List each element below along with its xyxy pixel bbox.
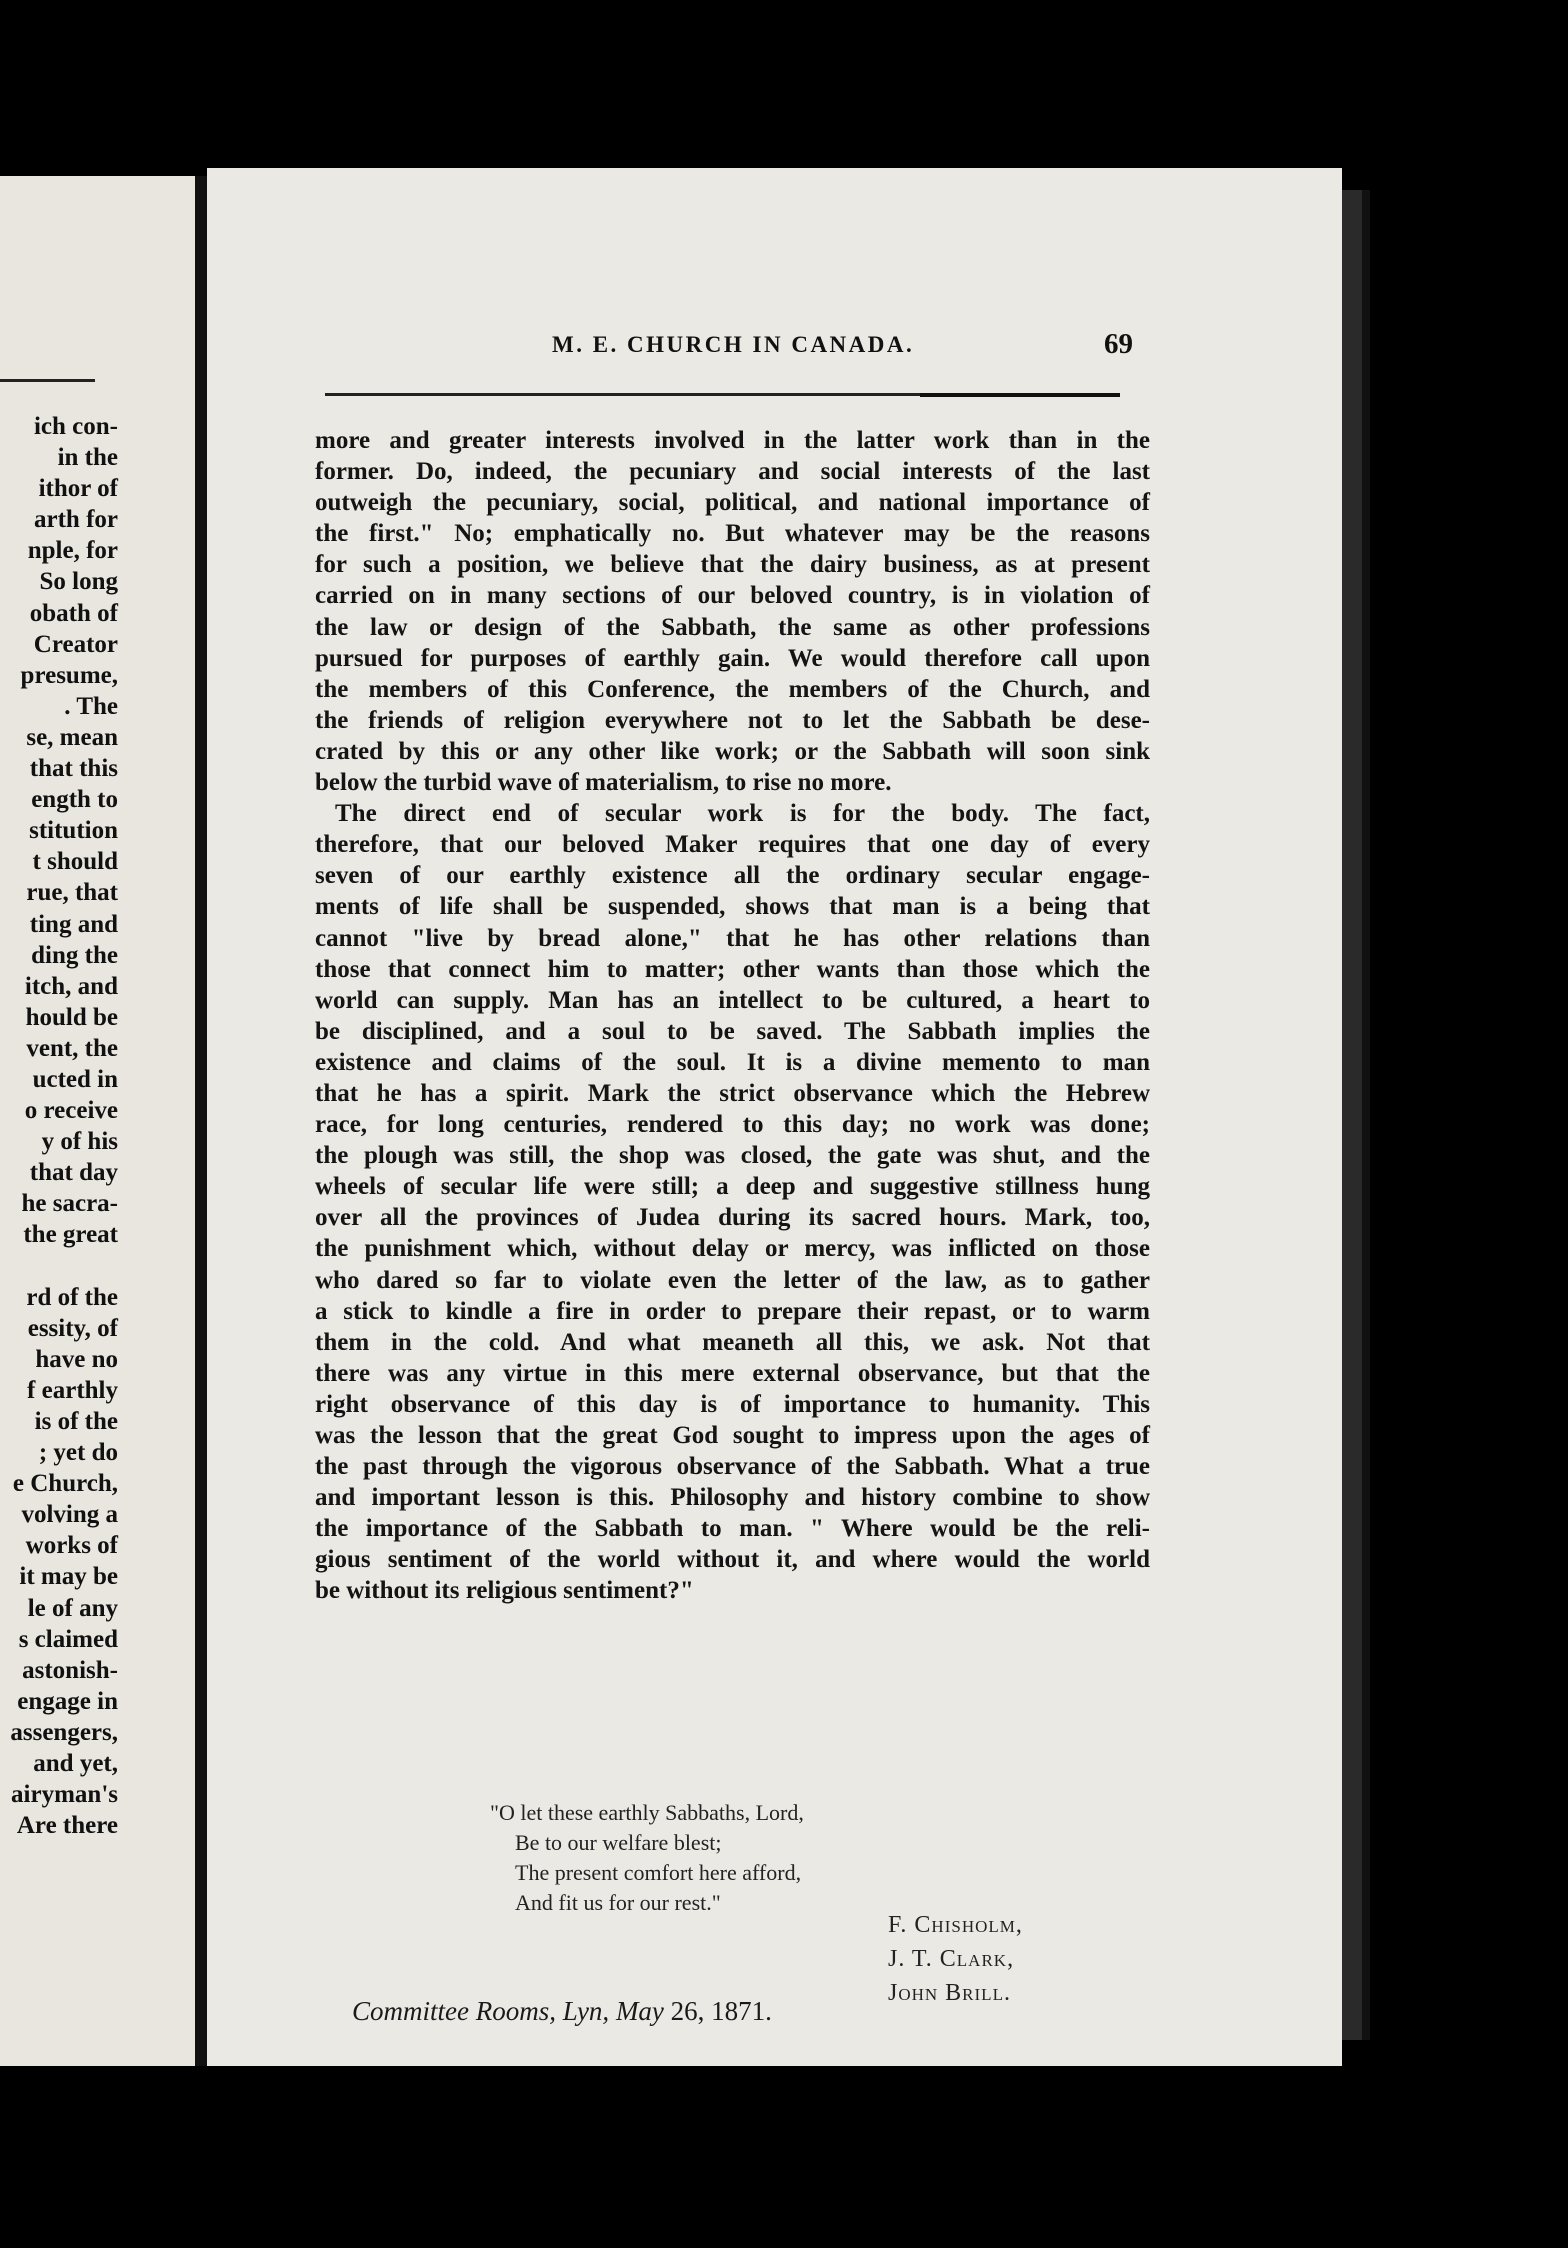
poem-line: "O let these earthly Sabbaths, Lord,: [490, 1800, 804, 1825]
text-line: right observance of this day is of importance to humanity. This: [315, 1390, 1150, 1418]
text-line: the plough was still, the shop was closed, the gate was shut, and the: [315, 1142, 1150, 1170]
fragment-line: and yet,: [33, 1750, 118, 1778]
text-line: the importance of the Sabbath to man. " Where would be the reli-: [315, 1515, 1150, 1543]
text-line: wheels of secular life were still; a deep and suggestive stillness hung: [315, 1173, 1150, 1201]
previous-page-text-fragments: [0, 411, 118, 1841]
header-rule-accent: [920, 393, 1120, 397]
fragment-line: . The: [64, 692, 118, 720]
text-line: crated by this or any other like work; or the Sabbath will soon sink: [315, 737, 1150, 765]
fragment-line: s claimed: [18, 1625, 118, 1653]
fragment-line: ucted in: [32, 1065, 118, 1093]
fragment-line: Creator: [33, 630, 118, 658]
fragment-line: rd of the: [26, 1283, 118, 1311]
text-line: the punishment which, without delay or mercy, was inflicted on those: [315, 1235, 1150, 1263]
book-gutter: [195, 176, 207, 2066]
fragment-line: in the: [57, 444, 118, 472]
fragment-line: ithor of: [38, 475, 118, 503]
text-line: pursued for purposes of earthly gain. We would therefore call upon: [315, 644, 1150, 672]
fragment-line: essity, of: [27, 1314, 118, 1342]
fragment-line: ding the: [31, 941, 118, 969]
text-line: there was any virtue in this mere external observance, but that the: [315, 1359, 1150, 1387]
text-line: them in the cold. And what meaneth all this, we ask. Not that: [315, 1328, 1150, 1356]
fragment-line: stitution: [29, 817, 118, 845]
poem-line: The present comfort here afford,: [515, 1860, 802, 1885]
dateline-month: May: [615, 1996, 664, 2026]
fragment-line: ich con-: [33, 413, 118, 440]
poem-line: Be to our welfare blest;: [515, 1830, 722, 1855]
fragment-line: assengers,: [10, 1718, 118, 1746]
fragment-gap: [0, 1251, 118, 1282]
text-line: the law or design of the Sabbath, the same as other professions: [315, 613, 1150, 641]
text-line: outweigh the pecuniary, social, political, and national importance of: [315, 489, 1150, 517]
fragment-line: astonish-: [22, 1656, 118, 1684]
text-line: the members of this Conference, the members of the Church, and: [315, 675, 1150, 703]
fragment-line: o receive: [24, 1097, 118, 1125]
paragraph-end-line: be without its religious sentiment?": [315, 1577, 694, 1605]
paragraph-end-line: below the turbid wave of materialism, to rise no more.: [315, 769, 892, 797]
signatory: F. Chisholm,: [888, 1912, 1023, 1938]
fragment-line: hould be: [25, 1003, 118, 1031]
fragment-line: ength to: [31, 786, 118, 814]
fragment-line: se, mean: [26, 723, 118, 751]
text-line: those that connect him to matter; other wants than those which the: [315, 955, 1150, 983]
text-line: the first." No; emphatically no. But whatever may be the reasons: [315, 520, 1150, 548]
signatory: John Brill.: [888, 1980, 1011, 2006]
fragment-line: ting and: [29, 910, 118, 938]
fragment-line: f earthly: [27, 1376, 118, 1404]
text-line: race, for long centuries, rendered to this day; no work was done;: [315, 1111, 1150, 1139]
fragment-line: itch, and: [24, 972, 118, 1000]
body-text: [315, 425, 1150, 1607]
previous-page-strip: [0, 176, 195, 2066]
fragment-line: So long: [39, 568, 118, 596]
fragment-line: ; yet do: [38, 1439, 118, 1467]
fragment-line: Are there: [16, 1812, 118, 1840]
page-edge: [1342, 190, 1362, 2040]
running-header: [207, 328, 1342, 368]
text-line: the past through the vigorous observance of the Sabbath. What a true: [315, 1453, 1150, 1481]
poem-line: And fit us for our rest.": [515, 1890, 721, 1915]
fragment-line: nple, for: [27, 537, 118, 565]
text-line: seven of our earthly existence all the ordinary secular engage-: [315, 862, 1150, 890]
page-edge-shadow: [1362, 190, 1370, 2040]
fragment-line: it may be: [19, 1563, 118, 1591]
fragment-line: vent, the: [26, 1034, 118, 1062]
dateline-town: Lyn,: [562, 1996, 610, 2026]
fragment-line: engage in: [17, 1687, 118, 1715]
fragment-line: works of: [25, 1532, 118, 1560]
dateline-date: 26, 1871.: [670, 1996, 772, 2026]
fragment-line: y of his: [41, 1128, 118, 1156]
text-line: that he has a spirit. Mark the strict observance which the Hebrew: [315, 1079, 1150, 1107]
previous-page-header-rule: [0, 379, 95, 382]
signatory: J. T. Clark,: [888, 1946, 1015, 1972]
text-line: gious sentiment of the world without it, and where would the world: [315, 1546, 1150, 1574]
running-title: M. E. CHURCH IN CANADA.: [552, 332, 915, 357]
fragment-line: t should: [32, 848, 118, 876]
fragment-line: have no: [35, 1345, 118, 1373]
dateline: [352, 1996, 772, 2027]
text-line: therefore, that our beloved Maker requires that one day of every: [315, 831, 1150, 859]
page-number: 69: [1104, 328, 1133, 360]
book-page: [207, 168, 1342, 2066]
fragment-line: that this: [29, 755, 118, 783]
text-line: world can supply. Man has an intellect to be cultured, a heart to: [315, 986, 1150, 1014]
text-line: existence and claims of the soul. It is a divine memento to man: [315, 1048, 1150, 1076]
text-line: be disciplined, and a soul to be saved. The Sabbath implies the: [315, 1017, 1150, 1045]
fragment-line: the great: [23, 1221, 118, 1249]
text-line: and important lesson is this. Philosophy and history combine to show: [315, 1484, 1150, 1512]
fragment-line: that day: [29, 1159, 118, 1187]
text-line: a stick to kindle a fire in order to prepare their repast, or to warm: [315, 1297, 1150, 1325]
fragment-line: he sacra-: [21, 1190, 118, 1218]
fragment-line: volving a: [21, 1501, 118, 1529]
fragment-line: le of any: [27, 1594, 118, 1622]
text-line: cannot "live by bread alone," that he has other relations than: [315, 924, 1150, 952]
fragment-line: arth for: [34, 506, 118, 534]
text-line: carried on in many sections of our beloved country, is in violation of: [315, 582, 1150, 610]
fragment-line: is of the: [34, 1408, 118, 1435]
hymn-quotation: [490, 1798, 970, 1918]
text-line: former. Do, indeed, the pecuniary and social interests of the last: [315, 458, 1150, 486]
dateline-place: Committee Rooms,: [352, 1996, 556, 2026]
fragment-line: obath of: [29, 599, 118, 627]
signature-block: [888, 1908, 1148, 2010]
fragment-line: presume,: [20, 661, 118, 689]
text-line: over all the provinces of Judea during its sacred hours. Mark, too,: [315, 1204, 1150, 1232]
text-line: was the lesson that the great God sought to impress upon the ages of: [315, 1422, 1150, 1449]
paragraph-start-line: The direct end of secular work is for the body. The fact,: [335, 800, 1150, 828]
text-line: who dared so far to violate even the letter of the law, as to gather: [315, 1266, 1150, 1294]
fragment-line: rue, that: [26, 879, 118, 907]
text-line: for such a position, we believe that the dairy business, as at present: [315, 551, 1150, 579]
text-line: more and greater interests involved in the latter work than in the: [315, 427, 1150, 454]
fragment-line: e Church,: [12, 1470, 118, 1498]
fragment-line: airyman's: [11, 1781, 118, 1809]
text-line: ments of life shall be suspended, shows that man is a being that: [315, 893, 1150, 921]
text-line: the friends of religion everywhere not to let the Sabbath be dese-: [315, 706, 1150, 734]
